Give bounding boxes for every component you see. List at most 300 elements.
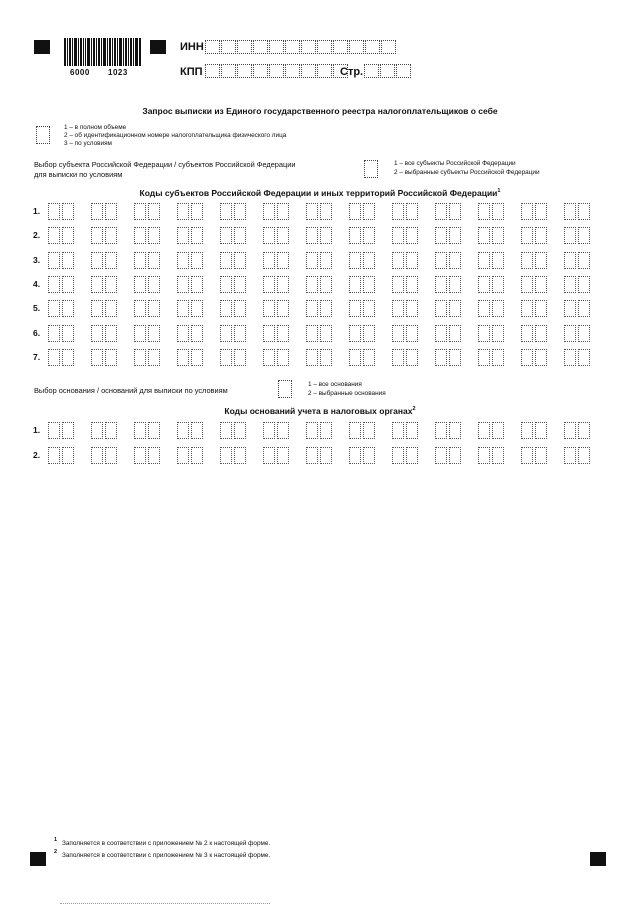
basis-code-cell[interactable] [535,422,547,439]
basis-code-cell[interactable] [91,447,103,464]
region-code-cell[interactable] [521,203,533,220]
region-code-cell[interactable] [105,203,117,220]
region-code-cell[interactable] [191,276,203,293]
region-code-cell[interactable] [392,349,404,366]
region-code-cell[interactable] [277,276,289,293]
region-code-field[interactable] [48,203,76,220]
region-code-cell[interactable] [105,300,117,317]
basis-code-field[interactable] [478,447,506,464]
region-code-cell[interactable] [392,300,404,317]
region-code-field[interactable] [263,325,291,342]
region-code-cell[interactable] [492,227,504,244]
basis-code-cell[interactable] [406,422,418,439]
region-code-cell[interactable] [48,325,60,342]
region-code-cell[interactable] [91,203,103,220]
basis-code-cell[interactable] [220,447,232,464]
region-code-cell[interactable] [320,203,332,220]
inn-field[interactable] [205,40,397,54]
region-code-field[interactable] [564,300,592,317]
region-code-cell[interactable] [564,227,576,244]
inn-cell[interactable] [333,40,348,54]
region-code-field[interactable] [478,203,506,220]
region-code-cell[interactable] [492,349,504,366]
region-code-cell[interactable] [449,300,461,317]
region-code-cell[interactable] [306,325,318,342]
basis-code-cell[interactable] [263,447,275,464]
basis-code-cell[interactable] [406,447,418,464]
region-code-cell[interactable] [349,203,361,220]
basis-code-field[interactable] [134,422,162,439]
basis-code-cell[interactable] [578,422,590,439]
basis-code-cell[interactable] [220,422,232,439]
region-code-cell[interactable] [263,300,275,317]
region-code-cell[interactable] [435,276,447,293]
region-code-cell[interactable] [234,252,246,269]
region-code-field[interactable] [349,300,377,317]
region-code-field[interactable] [306,349,334,366]
basis-code-cell[interactable] [578,447,590,464]
kpp-field[interactable] [205,64,349,78]
region-code-field[interactable] [134,349,162,366]
region-code-field[interactable] [263,300,291,317]
region-code-cell[interactable] [220,252,232,269]
basis-code-cell[interactable] [306,422,318,439]
region-code-field[interactable] [177,325,205,342]
basis-code-field[interactable] [306,447,334,464]
region-code-cell[interactable] [349,252,361,269]
region-code-field[interactable] [435,300,463,317]
region-code-cell[interactable] [48,227,60,244]
region-code-cell[interactable] [492,325,504,342]
region-code-field[interactable] [48,227,76,244]
region-code-cell[interactable] [220,227,232,244]
region-code-field[interactable] [177,203,205,220]
region-code-field[interactable] [521,252,549,269]
basis-code-field[interactable] [349,447,377,464]
region-code-cell[interactable] [320,252,332,269]
basis-code-cell[interactable] [148,422,160,439]
region-code-field[interactable] [177,349,205,366]
region-code-field[interactable] [306,203,334,220]
region-code-cell[interactable] [349,300,361,317]
region-code-cell[interactable] [177,300,189,317]
region-code-cell[interactable] [521,227,533,244]
region-code-field[interactable] [435,227,463,244]
region-code-cell[interactable] [535,300,547,317]
region-code-field[interactable] [91,276,119,293]
basis-code-cell[interactable] [449,447,461,464]
region-code-cell[interactable] [220,203,232,220]
region-code-cell[interactable] [191,349,203,366]
region-code-cell[interactable] [349,349,361,366]
region-code-field[interactable] [91,252,119,269]
region-code-cell[interactable] [177,203,189,220]
region-code-field[interactable] [48,300,76,317]
basis-code-cell[interactable] [306,447,318,464]
basis-code-field[interactable] [91,422,119,439]
region-code-field[interactable] [177,227,205,244]
region-code-field[interactable] [48,276,76,293]
inn-cell[interactable] [269,40,284,54]
region-code-cell[interactable] [91,252,103,269]
region-code-cell[interactable] [191,227,203,244]
region-code-cell[interactable] [435,203,447,220]
region-code-cell[interactable] [191,300,203,317]
kpp-cell[interactable] [269,64,284,78]
region-code-cell[interactable] [105,252,117,269]
region-code-cell[interactable] [435,349,447,366]
region-code-cell[interactable] [48,203,60,220]
region-code-cell[interactable] [564,276,576,293]
region-code-cell[interactable] [177,349,189,366]
region-code-cell[interactable] [406,325,418,342]
region-code-cell[interactable] [177,227,189,244]
inn-cell[interactable] [349,40,364,54]
region-code-field[interactable] [48,325,76,342]
region-code-cell[interactable] [105,325,117,342]
basis-code-field[interactable] [349,422,377,439]
region-code-cell[interactable] [306,276,318,293]
region-code-field[interactable] [220,203,248,220]
basis-code-cell[interactable] [177,422,189,439]
inn-cell[interactable] [301,40,316,54]
region-code-cell[interactable] [62,349,74,366]
basis-code-cell[interactable] [48,447,60,464]
region-code-cell[interactable] [263,227,275,244]
basis-code-field[interactable] [478,422,506,439]
basis-code-cell[interactable] [349,447,361,464]
region-code-cell[interactable] [320,325,332,342]
region-code-field[interactable] [392,349,420,366]
region-code-cell[interactable] [306,227,318,244]
region-code-field[interactable] [435,276,463,293]
basis-code-cell[interactable] [148,447,160,464]
kpp-cell[interactable] [285,64,300,78]
region-code-cell[interactable] [392,252,404,269]
region-code-field[interactable] [521,227,549,244]
region-code-field[interactable] [435,203,463,220]
basis-code-cell[interactable] [435,447,447,464]
region-code-cell[interactable] [449,252,461,269]
region-code-cell[interactable] [177,252,189,269]
region-code-cell[interactable] [535,252,547,269]
basis-code-field[interactable] [564,422,592,439]
region-code-cell[interactable] [535,325,547,342]
region-code-cell[interactable] [177,325,189,342]
region-code-cell[interactable] [91,276,103,293]
basis-code-field[interactable] [521,422,549,439]
region-code-field[interactable] [478,325,506,342]
region-code-cell[interactable] [406,227,418,244]
region-code-cell[interactable] [277,300,289,317]
basis-code-field[interactable] [220,422,248,439]
region-code-field[interactable] [392,203,420,220]
region-code-field[interactable] [564,227,592,244]
region-code-field[interactable] [564,349,592,366]
region-code-cell[interactable] [306,203,318,220]
region-code-cell[interactable] [363,300,375,317]
region-code-field[interactable] [478,252,506,269]
region-code-field[interactable] [564,252,592,269]
region-code-field[interactable] [91,300,119,317]
page-cell[interactable] [396,64,411,78]
region-code-cell[interactable] [48,300,60,317]
basis-code-cell[interactable] [91,422,103,439]
region-code-field[interactable] [306,227,334,244]
region-code-field[interactable] [478,300,506,317]
region-code-cell[interactable] [62,325,74,342]
region-code-cell[interactable] [392,227,404,244]
region-code-field[interactable] [521,325,549,342]
region-code-field[interactable] [564,203,592,220]
region-code-field[interactable] [306,300,334,317]
region-code-cell[interactable] [277,203,289,220]
region-code-cell[interactable] [363,203,375,220]
region-code-field[interactable] [134,252,162,269]
region-code-field[interactable] [91,325,119,342]
region-code-field[interactable] [91,349,119,366]
basis-code-field[interactable] [48,422,76,439]
region-code-field[interactable] [392,227,420,244]
region-code-cell[interactable] [234,276,246,293]
region-code-field[interactable] [48,252,76,269]
basis-code-cell[interactable] [62,422,74,439]
region-code-cell[interactable] [535,349,547,366]
basis-code-field[interactable] [220,447,248,464]
region-code-cell[interactable] [48,349,60,366]
region-code-cell[interactable] [449,325,461,342]
region-code-cell[interactable] [220,325,232,342]
basis-code-cell[interactable] [263,422,275,439]
region-code-field[interactable] [478,276,506,293]
region-code-cell[interactable] [521,349,533,366]
kpp-cell[interactable] [205,64,220,78]
region-code-cell[interactable] [220,276,232,293]
region-code-cell[interactable] [564,349,576,366]
region-code-cell[interactable] [306,252,318,269]
basis-code-cell[interactable] [277,422,289,439]
region-code-field[interactable] [220,227,248,244]
region-code-field[interactable] [134,300,162,317]
basis-code-cell[interactable] [521,447,533,464]
region-code-cell[interactable] [349,325,361,342]
region-code-cell[interactable] [277,325,289,342]
region-code-cell[interactable] [91,227,103,244]
region-code-cell[interactable] [148,203,160,220]
page-number-field[interactable] [364,64,412,78]
basis-code-field[interactable] [177,422,205,439]
region-code-cell[interactable] [478,203,490,220]
region-code-cell[interactable] [62,276,74,293]
basis-code-cell[interactable] [134,447,146,464]
region-code-field[interactable] [306,276,334,293]
region-code-field[interactable] [392,325,420,342]
basis-code-cell[interactable] [521,422,533,439]
basis-code-field[interactable] [306,422,334,439]
basis-code-field[interactable] [564,447,592,464]
region-code-cell[interactable] [134,227,146,244]
basis-code-cell[interactable] [320,422,332,439]
basis-code-cell[interactable] [435,422,447,439]
region-code-cell[interactable] [148,252,160,269]
region-code-cell[interactable] [478,276,490,293]
region-code-field[interactable] [91,203,119,220]
region-code-field[interactable] [263,252,291,269]
basis-code-field[interactable] [263,422,291,439]
region-code-field[interactable] [177,300,205,317]
region-code-cell[interactable] [134,276,146,293]
basis-code-field[interactable] [392,422,420,439]
page-cell[interactable] [364,64,379,78]
region-code-cell[interactable] [449,276,461,293]
region-code-field[interactable] [392,276,420,293]
region-code-cell[interactable] [320,276,332,293]
region-code-cell[interactable] [578,203,590,220]
region-code-cell[interactable] [392,325,404,342]
inn-cell[interactable] [237,40,252,54]
region-code-cell[interactable] [105,276,117,293]
region-code-field[interactable] [134,276,162,293]
region-code-cell[interactable] [263,349,275,366]
basis-code-cell[interactable] [363,422,375,439]
region-code-cell[interactable] [148,349,160,366]
region-code-cell[interactable] [492,203,504,220]
region-code-cell[interactable] [449,349,461,366]
region-code-cell[interactable] [435,252,447,269]
basis-code-cell[interactable] [535,447,547,464]
region-code-cell[interactable] [191,252,203,269]
basis-code-field[interactable] [435,422,463,439]
region-code-cell[interactable] [564,203,576,220]
region-code-field[interactable] [177,252,205,269]
region-code-field[interactable] [349,325,377,342]
page-cell[interactable] [380,64,395,78]
basis-code-cell[interactable] [392,447,404,464]
basis-code-field[interactable] [134,447,162,464]
region-code-cell[interactable] [564,325,576,342]
basis-code-field[interactable] [48,447,76,464]
region-code-cell[interactable] [191,325,203,342]
region-code-cell[interactable] [363,276,375,293]
region-code-cell[interactable] [234,227,246,244]
basis-code-cell[interactable] [105,447,117,464]
region-code-cell[interactable] [363,349,375,366]
region-code-cell[interactable] [320,349,332,366]
inn-cell[interactable] [365,40,380,54]
basis-code-cell[interactable] [349,422,361,439]
region-code-field[interactable] [392,300,420,317]
region-code-field[interactable] [478,349,506,366]
region-code-cell[interactable] [435,300,447,317]
basis-code-cell[interactable] [392,422,404,439]
region-code-cell[interactable] [578,349,590,366]
region-code-cell[interactable] [91,349,103,366]
region-code-cell[interactable] [62,252,74,269]
region-code-cell[interactable] [263,276,275,293]
region-code-cell[interactable] [564,300,576,317]
region-code-cell[interactable] [277,349,289,366]
region-code-cell[interactable] [177,276,189,293]
basis-code-cell[interactable] [449,422,461,439]
region-code-cell[interactable] [406,203,418,220]
basis-code-cell[interactable] [234,447,246,464]
region-code-cell[interactable] [435,227,447,244]
region-code-cell[interactable] [406,300,418,317]
region-code-field[interactable] [521,300,549,317]
region-code-cell[interactable] [263,252,275,269]
region-code-cell[interactable] [521,276,533,293]
region-code-cell[interactable] [234,300,246,317]
basis-code-cell[interactable] [191,422,203,439]
basis-code-cell[interactable] [363,447,375,464]
region-code-cell[interactable] [191,203,203,220]
region-code-field[interactable] [177,276,205,293]
region-code-field[interactable] [220,300,248,317]
region-code-field[interactable] [349,227,377,244]
region-code-cell[interactable] [220,349,232,366]
region-code-cell[interactable] [220,300,232,317]
region-code-cell[interactable] [105,349,117,366]
region-code-cell[interactable] [478,325,490,342]
region-code-cell[interactable] [449,203,461,220]
region-code-field[interactable] [349,203,377,220]
region-code-field[interactable] [91,227,119,244]
region-code-cell[interactable] [91,300,103,317]
region-code-field[interactable] [521,276,549,293]
region-code-cell[interactable] [406,276,418,293]
kpp-cell[interactable] [253,64,268,78]
region-code-cell[interactable] [148,300,160,317]
region-code-cell[interactable] [521,300,533,317]
region-code-cell[interactable] [134,349,146,366]
region-code-field[interactable] [263,227,291,244]
region-code-cell[interactable] [392,276,404,293]
basis-code-cell[interactable] [492,447,504,464]
region-code-cell[interactable] [62,203,74,220]
region-code-cell[interactable] [234,325,246,342]
region-code-cell[interactable] [478,227,490,244]
region-code-cell[interactable] [48,252,60,269]
inn-cell[interactable] [317,40,332,54]
regions-selection-field[interactable] [364,160,378,178]
region-code-cell[interactable] [134,325,146,342]
inn-cell[interactable] [253,40,268,54]
region-code-field[interactable] [134,203,162,220]
region-code-field[interactable] [134,227,162,244]
region-code-cell[interactable] [406,349,418,366]
basis-code-cell[interactable] [105,422,117,439]
region-code-cell[interactable] [478,252,490,269]
region-code-cell[interactable] [363,325,375,342]
inn-cell[interactable] [221,40,236,54]
region-code-cell[interactable] [478,349,490,366]
basis-code-cell[interactable] [134,422,146,439]
region-code-cell[interactable] [134,300,146,317]
region-code-field[interactable] [521,203,549,220]
region-code-field[interactable] [220,252,248,269]
kpp-cell[interactable] [237,64,252,78]
basis-code-field[interactable] [392,447,420,464]
region-code-cell[interactable] [263,325,275,342]
region-code-field[interactable] [48,349,76,366]
region-code-cell[interactable] [148,276,160,293]
region-code-cell[interactable] [449,227,461,244]
kpp-cell[interactable] [301,64,316,78]
region-code-field[interactable] [349,276,377,293]
basis-selection-field[interactable] [278,380,292,398]
region-code-field[interactable] [306,252,334,269]
region-code-cell[interactable] [535,203,547,220]
